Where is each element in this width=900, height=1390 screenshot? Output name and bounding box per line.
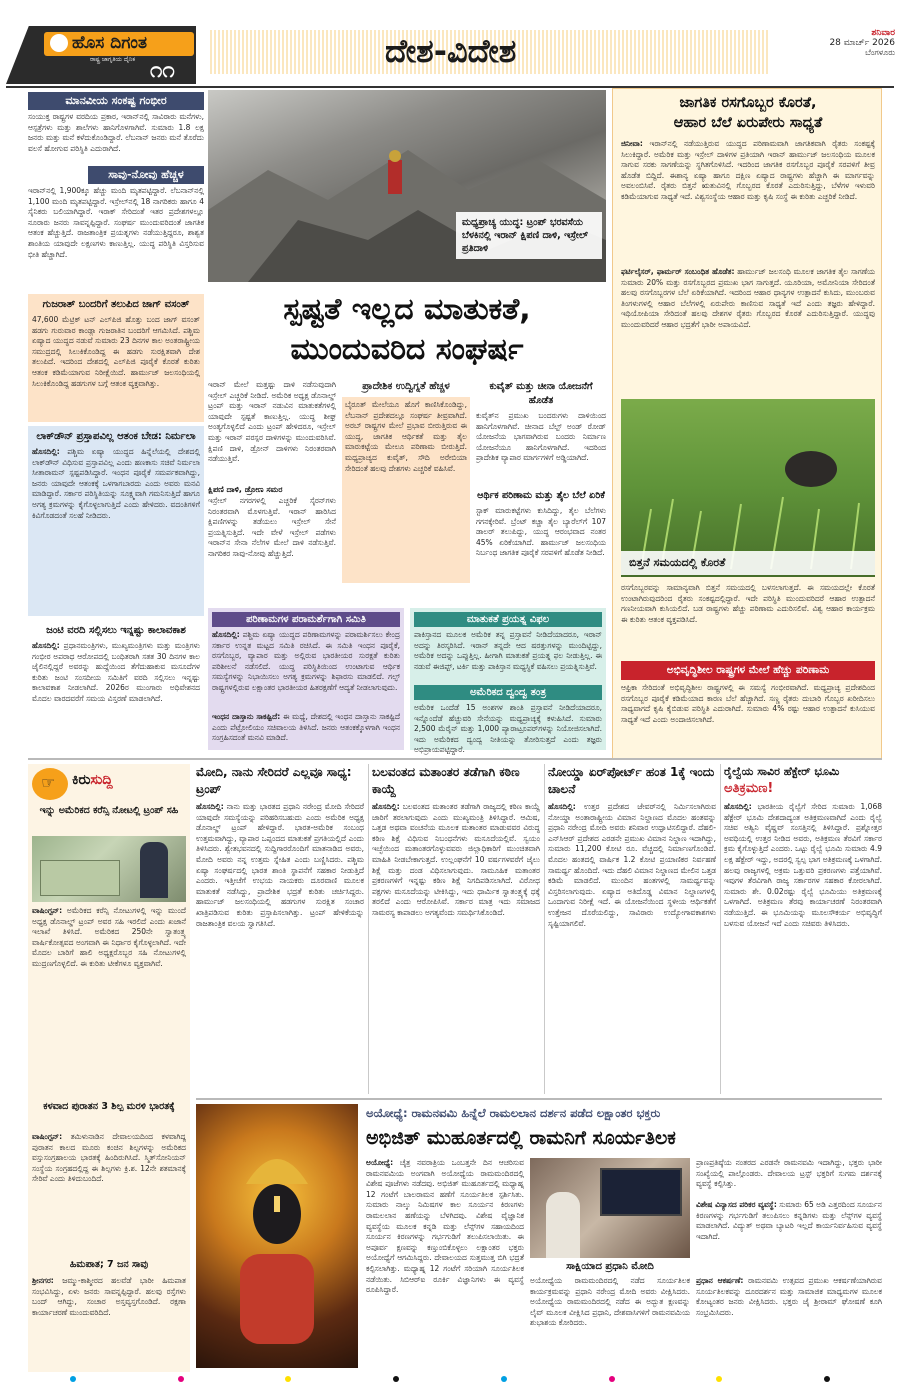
mid-divider [28, 758, 882, 760]
news3-dateline: ಶ್ರೀನಗರ: [32, 1276, 54, 1285]
us-strategy-body: ಅಮೆರಿಕ ಒಂದೆಡೆ 15 ಅಂಶಗಳ ಶಾಂತಿ ಪ್ರಸ್ತಾವನೆ ನೀಡಿದೆಯಾದರೂ, ಇನ್ನೊಂದೆಡೆ ಹೆಚ್ಚುವರಿ ಸೇನೆಯನ್ನು ಮಧ್ಯಪ್ರಾಚ್ಯಕ್ಕೆ ಕಳುಹಿಸಿದೆ. ಸುಮಾರು 2,500 ಮೆರೈನ್ ಮತ್ತು 1,000 ಪ್ಯಾರಾಟ್ರೂಪರ್‌ಗಳನ್ನು ನಿಯೋಜಿಸಲಾಗಿದೆ. ಇದು ಅಮೆರಿಕದ ದ್ವಂದ್ವ ನೀತಿಯನ್ನು ತೋರಿಸುತ್ತದೆ ಎಂದು ತಜ್ಞರು ಅಭಿಪ್ರಾಯಪಟ್ಟಿದ್ದಾರೆ. [414, 703, 602, 755]
trump-modi-story [196, 764, 364, 1096]
top-story-col3-head: ಕುವೈತ್ ಮತ್ತು ಚೀನಾ ಯೋಜನೆಗೆ ಹೊಡೆತ [489, 381, 593, 406]
s4-body-wrap [32, 447, 200, 597]
right-top-headline [621, 93, 875, 133]
currency-note [40, 860, 120, 896]
cmyk-dot [501, 1376, 507, 1382]
s5-dateline: ಹೊಸದಿಲ್ಲಿ: [32, 641, 60, 650]
right-top-dateline: ಜಿನೀವಾ: [621, 139, 643, 148]
railway-heading-1: ರೈಲ್ವೆಯ ಸಾವಿರ ಹೆಕ್ಟೇರ್ ಭೂಮಿ [724, 765, 840, 778]
news1-body: ಅಮೆರಿಕದ ಕರೆನ್ಸಿ ನೋಟುಗಳಲ್ಲಿ ಇನ್ನು ಮುಂದೆ ಅಧ್ಯಕ್ಷ ಡೊನಾಲ್ಡ್ ಟ್ರಂಪ್ ಅವರ ಸಹಿ ಇರಲಿದೆ ಎಂದು ಖಜಾನೆ ಇಲಾಖೆ ತಿಳಿಸಿದೆ. ಅಮೆರಿಕದ 250ನೇ ಸ್ವಾತಂತ್ರ್ಯ ವಾರ್ಷಿಕೋತ್ಸವದ ಅಂಗವಾಗಿ ಈ ನಿರ್ಧಾರ ಕೈಗೊಳ್ಳಲಾಗಿದೆ. ಇದೇ ಮೊದಲ ಬಾರಿಗೆ ಹಾಲಿ ಅಧ್ಯಕ್ಷರೊಬ್ಬರ ಸಹಿ ನೋಟುಗಳಲ್ಲಿ ಮುದ್ರಣಗೊಳ್ಳಲಿದೆ. ಈ ಕುರಿತು ಟೀಕೆಗಳೂ ವ್ಯಕ್ತವಾಗಿವೆ. [32, 906, 186, 968]
top-headline [208, 290, 606, 374]
ayodhya-col1-wrap [366, 1158, 524, 1368]
right-top-body2 [621, 267, 875, 393]
logo-icon [50, 34, 68, 52]
trump-modi-body-wrap [196, 802, 364, 1092]
top-headline-line-2: ಮುಂದುವರಿದ ಸಂಘರ್ಷ [290, 332, 524, 367]
committee-box [208, 608, 404, 750]
rice-field-photo [621, 399, 875, 577]
city: ಬೆಂಗಳೂರು [865, 48, 895, 57]
tilak-mark [274, 1196, 280, 1212]
rescuer-figure [388, 160, 402, 194]
s5-heading: ಜಂಟಿ ವರದಿ ಸಲ್ಲಿಸಲು ಇನ್ನಷ್ಟು ಕಾಲಾವಕಾಶ [46, 625, 186, 636]
kiru-suddi-title [72, 772, 113, 788]
idol-illustration [196, 1104, 358, 1368]
ayodhya-col3-sub2: ಪ್ರಧಾನ ಆಕರ್ಷಣೆ: [696, 1276, 744, 1285]
logo-text: ಹೊಸ ದಿಗಂತ [72, 33, 147, 53]
railway-body-wrap [724, 802, 882, 1078]
top-story-photo-caption: ಮಧ್ಯಪ್ರಾಚ್ಯ ಯುದ್ಧ: ಟ್ರಂಪ್ ಭರವಸೆಯ ಬೆಳಕಿನಲ್ಲಿ ಇರಾನ್ ಕ್ಷಿಪಣಿ ದಾಳಿ, ಇಸ್ರೇಲ್ ಪ್ರತಿದಾಳಿ [456, 212, 602, 259]
right-top-headline-2: ಆಹಾರ ಬೆಲೆ ಏರುಪೇರು ಸಾಧ್ಯತೆ [673, 115, 823, 131]
s5-body: ಪ್ರಧಾನಮಂತ್ರಿಗಳು, ಮುಖ್ಯಮಂತ್ರಿಗಳು ಮತ್ತು ಮಂತ್ರಿಗಳು ಗಂಭೀರ ಅಪರಾಧ ಆರೋಪದಲ್ಲಿ ಬಂಧಿತರಾಗಿ ಸತತ 30 ದಿನಗಳ ಕಾಲ ಜೈಲಿನಲ್ಲಿದ್ದರೆ ಅವರನ್ನು ಹುದ್ದೆಯಿಂದ ತೆಗೆದುಹಾಕುವ ಮಸೂದೆಗಳ ಕುರಿತು ಜಂಟಿ ಸಂಸದೀಯ ಸಮಿತಿಗೆ ವರದಿ ಸಲ್ಲಿಸಲು ಇನ್ನಷ್ಟು ಕಾಲಾವಕಾಶ ನೀಡಲಾಗಿದೆ. 2026ರ ಮುಂಗಾರು ಅಧಿವೇಶನದ ಮೊದಲ ವಾರದವರೆಗೆ ಸಮಯ ವಿಸ್ತರಣೆ ಮಾಡಲಾಗಿದೆ. [32, 641, 200, 703]
ayodhya-col3-body2-wrap [696, 1276, 882, 1366]
ayodhya-dateline: ಅಯೋಧ್ಯೆ: [366, 1158, 394, 1167]
railway-story [724, 764, 882, 1096]
talks-body: ಪಾಕಿಸ್ತಾನದ ಮೂಲಕ ಅಮೆರಿಕ ತನ್ನ ಪ್ರಸ್ತಾವನೆ ನೀಡಿದೆಯಾದರೂ, ಇರಾನ್ ಅದನ್ನು ತಿರಸ್ಕರಿಸಿದೆ. ಇರಾನ್ ತನ್ನದೇ ಆದ ಷರತ್ತುಗಳನ್ನು ಮುಂದಿಟ್ಟಿದ್ದು, ಅಮೆರಿಕ ಅದನ್ನು ಒಪ್ಪುತ್ತಿಲ್ಲ. ಹೀಗಾಗಿ ಮಾತುಕತೆ ಪ್ರಯತ್ನ ಫಲ ನೀಡುತ್ತಿಲ್ಲ. ಈ ನಡುವೆ ಈಜಿಪ್ಟ್, ಟರ್ಕಿ ಮತ್ತು ಪಾಕಿಸ್ತಾನ ಮಧ್ಯಸ್ಥಿಕೆ ವಹಿಸಲು ಪ್ರಯತ್ನಿಸುತ್ತಿವೆ. [414, 630, 602, 671]
section-banner [210, 30, 770, 74]
top-story-photo [208, 90, 606, 282]
s1-body: ಸಂಯುಕ್ತ ರಾಷ್ಟ್ರಗಳ ವರದಿಯ ಪ್ರಕಾರ, ಇರಾನ್‌ನಲ್ಲಿ ಸಾವಿರಾರು ಮನೆಗಳು, ಆಸ್ಪತ್ರೆಗಳು ಮತ್ತು ಶಾಲೆಗಳು ಹಾನಿಗೊಳಗಾಗಿವೆ. ಸುಮಾರು 1.8 ಲಕ್ಷ ಜನರು ಮತ್ತು ಮನೆ ಕಳೆದುಕೊಂಡಿದ್ದಾರೆ. ಲೆಬನಾನ್ ಜನರು ಮನೆ ತೊರೆದು ವಲಸೆ ಹೋಗುವ ಪರಿಸ್ಥಿತಿ ಎದುರಾಗಿದೆ. [28, 112, 204, 153]
committee-body: ಪಶ್ಚಿಮ ಏಷ್ಯಾ ಯುದ್ಧದ ಪರಿಣಾಮಗಳನ್ನು ಪರಾಮರ್ಶಿಸಲು ಕೇಂದ್ರ ಸರ್ಕಾರ ಉನ್ನತ ಮಟ್ಟದ ಸಮಿತಿ ರಚಿಸಿದೆ. ಈ ಸಮಿತಿ ಇಂಧನ ಪೂರೈಕೆ, ರಸಗೊಬ್ಬರ, ವ್ಯಾಪಾರ ಮತ್ತು ಅಲ್ಲಿರುವ ಭಾರತೀಯರ ಸುರಕ್ಷತೆ ಕುರಿತು ಪರಿಶೀಲನೆ ನಡೆಸಲಿದೆ. ಯುದ್ಧ ಪರಿಸ್ಥಿತಿಯಿಂದ ಉಂಟಾಗುವ ಆರ್ಥಿಕ ಸಮಸ್ಯೆಗಳನ್ನು ನಿಭಾಯಿಸಲು ಅಗತ್ಯ ಕ್ರಮಗಳನ್ನು ಶಿಫಾರಸು ಮಾಡಲಿದೆ. ಗಲ್ಫ್ ರಾಷ್ಟ್ರಗಳಲ್ಲಿರುವ ಲಕ್ಷಾಂತರ ಭಾರತೀಯರ ಹಿತರಕ್ಷಣೆಗೆ ಆದ್ಯತೆ ನೀಡಲಾಗುವುದು. [212, 630, 400, 692]
suddi-label: ಸುದ್ದಿ [90, 772, 113, 788]
s2-body: ಇರಾನ್‌ನಲ್ಲಿ 1,900ಕ್ಕೂ ಹೆಚ್ಚು ಮಂದಿ ಮೃತಪಟ್ಟಿದ್ದಾರೆ. ಲೆಬನಾನ್‌ನಲ್ಲಿ 1,100 ಮಂದಿ ಮೃತಪಟ್ಟಿದ್ದಾರೆ. ಇಸ್ರೇಲ್‌ನಲ್ಲಿ 18 ನಾಗರಿಕರು ಹಾಗೂ 4 ಸೈನಿಕರು ಬಲಿಯಾಗಿದ್ದಾರೆ. ಇರಾಕ್ ಸೇರಿದಂತೆ ಇತರ ಪ್ರದೇಶಗಳಲ್ಲೂ ನೂರಾರು ಜನರು ಸಾವನ್ನಪ್ಪಿದ್ದಾರೆ. ಸಂಘರ್ಷ ಮುಂದುವರಿದಂತೆ ಜಾಗತಿಕ ಆತಂಕ ಹೆಚ್ಚುತ್ತಿದೆ. ರಾಜತಾಂತ್ರಿಕ ಪ್ರಯತ್ನಗಳು ನಡೆಯುತ್ತಿದ್ದರೂ, ಶಾಶ್ವತ ಶಾಂತಿಯ ಯಾವುದೇ ಲಕ್ಷಣಗಳು ಕಾಣುತ್ತಿಲ್ಲ. ಯುದ್ಧ ಪರಿಸ್ಥಿತಿ ವಿಸ್ತರಿಸುವ ಭೀತಿ ಹೆಚ್ಚಾಗಿದೆ. [28, 186, 204, 259]
right-top-banner: ಅಭಿವೃದ್ಧಿಶೀಲ ರಾಷ್ಟ್ರಗಳ ಮೇಲೆ ಹೆಚ್ಚು ಪರಿಣಾಮ [621, 661, 875, 680]
currency-photo [32, 836, 186, 902]
trump-modi-heading: ಮೋದಿ, ನಾನು ಸೇರಿದರೆ ಎಲ್ಲವೂ ಸಾಧ್ಯ: ಟ್ರಂಪ್ [196, 765, 352, 796]
airport-body: ಉತ್ತರ ಪ್ರದೇಶದ ಜೇವರ್‌ನಲ್ಲಿ ನಿರ್ಮಿಸಲಾಗಿರುವ ನೋಯ್ಡಾ ಅಂತಾರಾಷ್ಟ್ರೀಯ ವಿಮಾನ ನಿಲ್ದಾಣದ ಮೊದಲ ಹಂತವನ್ನು ಪ್ರಧಾನಿ ನರೇಂದ್ರ ಮೋದಿ ಅವರು ಶನಿವಾರ ಉದ್ಘಾಟಿಸಲಿದ್ದಾರೆ. ದೆಹಲಿ-ಎನ್‌ಸಿಆರ್ ಪ್ರದೇಶದ ಎರಡನೇ ಪ್ರಮುಖ ವಿಮಾನ ನಿಲ್ದಾಣ ಇದಾಗಿದ್ದು, ಸುಮಾರು 11,200 ಕೋಟಿ ರೂ. ವೆಚ್ಚದಲ್ಲಿ ನಿರ್ಮಾಣಗೊಂಡಿದೆ. ಮೊದಲ ಹಂತದಲ್ಲಿ ವಾರ್ಷಿಕ 1.2 ಕೋಟಿ ಪ್ರಯಾಣಿಕರ ನಿರ್ವಹಣೆ ಸಾಮರ್ಥ್ಯ ಹೊಂದಿದೆ. ಇದು ದೆಹಲಿ ವಿಮಾನ ನಿಲ್ದಾಣದ ಮೇಲಿನ ಒತ್ತಡ ಕಡಿಮೆ ಮಾಡಲಿದೆ. ಮುಂದಿನ ಹಂತಗಳಲ್ಲಿ ಸಾಮರ್ಥ್ಯವನ್ನು ವಿಸ್ತರಿಸಲಾಗುವುದು. ಏಷ್ಯಾದ ಅತಿದೊಡ್ಡ ವಿಮಾನ ನಿಲ್ದಾಣಗಳಲ್ಲಿ ಒಂದಾಗುವ ನಿರೀಕ್ಷೆ ಇದೆ. ಈ ಯೋಜನೆಯಿಂದ ಸ್ಥಳೀಯ ಆರ್ಥಿಕತೆಗೆ ಉತ್ತೇಜನ ದೊರೆಯಲಿದ್ದು, ಸಾವಿರಾರು ಉದ್ಯೋಗಾವಕಾಶಗಳು ಸೃಷ್ಟಿಯಾಗಲಿವೆ. [548, 802, 716, 928]
conversion-heading: ಬಲವಂತದ ಮತಾಂತರ ತಡೆಗಾಗಿ ಕಠಿಣ ಕಾಯ್ದೆ [372, 765, 520, 796]
airport-dateline: ಹೊಸದಿಲ್ಲಿ: [548, 802, 576, 811]
news3-body-wrap [32, 1276, 186, 1368]
top-story-col3-sub: ಆರ್ಥಿಕ ಪರಿಣಾಮ ಮತ್ತು ತೈಲ ಬೆಲೆ ಏರಿಕೆ [477, 490, 605, 501]
top-story-col-1 [208, 380, 336, 602]
modi-photo [530, 1158, 690, 1258]
modi-photo-caption: ಸಾಕ್ಷಿಯಾದ ಪ್ರಧಾನಿ ಮೋದಿ [566, 1261, 654, 1272]
news3-body: ಜಮ್ಮು-ಕಾಶ್ಮೀರದ ಹಲವೆಡೆ ಭಾರೀ ಹಿಮಪಾತ ಸಂಭವಿಸಿದ್ದು, ಏಳು ಜನರು ಸಾವನ್ನಪ್ಪಿದ್ದಾರೆ. ಹಲವು ರಸ್ತೆಗಳು ಬಂದ್ ಆಗಿದ್ದು, ಸಂಚಾರ ಅಸ್ತವ್ಯಸ್ತಗೊಂಡಿದೆ. ರಕ್ಷಣಾ ಕಾರ್ಯಾಚರಣೆ ಮುಂದುವರಿದಿದೆ. [32, 1276, 186, 1317]
cmyk-dot [178, 1376, 184, 1382]
cmyk-dot [824, 1376, 830, 1382]
col-divider [544, 764, 545, 1094]
conversion-story [372, 764, 540, 1096]
news1-body-wrap [32, 906, 186, 1096]
trump-modi-body: ನಾನು ಮತ್ತು ಭಾರತದ ಪ್ರಧಾನಿ ನರೇಂದ್ರ ಮೋದಿ ಸೇರಿದರೆ ಯಾವುದೇ ಸಮಸ್ಯೆಯನ್ನು ಪರಿಹರಿಸಬಹುದು ಎಂದು ಅಮೆರಿಕ ಅಧ್ಯಕ್ಷ ಡೊನಾಲ್ಡ್ ಟ್ರಂಪ್ ಹೇಳಿದ್ದಾರೆ. ಭಾರತ-ಅಮೆರಿಕ ಸಂಬಂಧ ಉತ್ತಮವಾಗಿದ್ದು, ವ್ಯಾಪಾರ ಒಪ್ಪಂದದ ಮಾತುಕತೆ ಪ್ರಗತಿಯಲ್ಲಿದೆ ಎಂದು ತಿಳಿಸಿದರು. ಶ್ವೇತಭವನದಲ್ಲಿ ಸುದ್ದಿಗಾರರೊಂದಿಗೆ ಮಾತನಾಡಿದ ಅವರು, ಮೋದಿ ಅವರು ನನ್ನ ಉತ್ತಮ ಸ್ನೇಹಿತ ಎಂದು ಬಣ್ಣಿಸಿದರು. ಪಶ್ಚಿಮ ಏಷ್ಯಾ ಸಂಘರ್ಷದಲ್ಲಿ ಭಾರತ ಶಾಂತಿ ಸ್ಥಾಪನೆಗೆ ಸಹಕಾರ ನೀಡುತ್ತಿದೆ ಎಂದರು. ಇತ್ತೀಚೆಗೆ ಉಭಯ ನಾಯಕರು ದೂರವಾಣಿ ಮೂಲಕ ಮಾತುಕತೆ ನಡೆಸಿದ್ದು, ಪ್ರಾದೇಶಿಕ ಭದ್ರತೆ ಕುರಿತು ಚರ್ಚಿಸಿದ್ದರು. ಹಾರ್ಮುಜ್ ಜಲಸಂಧಿಯಲ್ಲಿ ಹಡಗುಗಳ ಸುರಕ್ಷಿತ ಸಂಚಾರ ಖಾತ್ರಿಪಡಿಸುವ ಕುರಿತು ಪ್ರಸ್ತಾಪಿಸಲಾಗಿತ್ತು. ಟ್ರಂಪ್ ಹೇಳಿಕೆಯನ್ನು ರಾಜತಾಂತ್ರಿಕ ವಲಯ ಸ್ವಾಗತಿಸಿದೆ. [196, 802, 364, 928]
cmyk-dot [70, 1376, 76, 1382]
conversion-body-wrap [372, 802, 540, 1092]
right-top-body3: ರಸಗೊಬ್ಬರವನ್ನು ಸಾಮಾನ್ಯವಾಗಿ ಬಿತ್ತನೆ ಸಮಯದಲ್ಲಿ ಬಳಸಲಾಗುತ್ತದೆ. ಈ ಸಮಯದಲ್ಲೇ ಕೊರತೆ ಉಂಟಾಗಿರುವುದರಿಂದ ರೈತರು ಸಂಕಷ್ಟದಲ್ಲಿದ್ದಾರೆ. ಇದೇ ಪರಿಸ್ಥಿತಿ ಮುಂದುವರಿದರೆ ಆಹಾರ ಉತ್ಪಾದನೆ ಗಣನೀಯವಾಗಿ ಕುಸಿಯಲಿದೆ. ಬಡ ರಾಷ್ಟ್ರಗಳು ಹೆಚ್ಚು ಪರಿಣಾಮ ಎದುರಿಸಲಿವೆ. ವಿಶ್ವ ಆಹಾರ ಕಾರ್ಯಕ್ರಮ ಈ ಕುರಿತು ಆತಂಕ ವ್ಯಕ್ತಪಡಿಸಿದೆ. [621, 583, 875, 624]
conversion-body: ಬಲವಂತದ ಮತಾಂತರ ತಡೆಗಾಗಿ ರಾಜ್ಯದಲ್ಲಿ ಕಠಿಣ ಕಾಯ್ದೆ ಜಾರಿಗೆ ತರಲಾಗುವುದು ಎಂದು ಮುಖ್ಯಮಂತ್ರಿ ತಿಳಿಸಿದ್ದಾರೆ. ಆಮಿಷ, ಒತ್ತಡ ಅಥವಾ ವಂಚನೆಯ ಮೂಲಕ ಮತಾಂತರ ಮಾಡುವವರ ವಿರುದ್ಧ ಕಠಿಣ ಶಿಕ್ಷೆ ವಿಧಿಸುವ ನಿಬಂಧನೆಗಳು ಮಸೂದೆಯಲ್ಲಿವೆ. ಸ್ವಯಂ ಇಚ್ಛೆಯಿಂದ ಮತಾಂತರಗೊಳ್ಳುವವರು ಜಿಲ್ಲಾಧಿಕಾರಿಗೆ ಮುಂಚಿತವಾಗಿ ಮಾಹಿತಿ ನೀಡಬೇಕಾಗುತ್ತದೆ. ಉಲ್ಲಂಘನೆಗೆ 10 ವರ್ಷಗಳವರೆಗೆ ಜೈಲು ಶಿಕ್ಷೆ ಮತ್ತು ದಂಡ ವಿಧಿಸಲಾಗುವುದು. ಸಾಮೂಹಿಕ ಮತಾಂತರ ಪ್ರಕರಣಗಳಿಗೆ ಇನ್ನಷ್ಟು ಕಠಿಣ ಶಿಕ್ಷೆ ನಿಗದಿಪಡಿಸಲಾಗಿದೆ. ವಿರೋಧ ಪಕ್ಷಗಳು ಮಸೂದೆಯನ್ನು ಟೀಕಿಸಿದ್ದು, ಇದು ಧಾರ್ಮಿಕ ಸ್ವಾತಂತ್ರ್ಯಕ್ಕೆ ಧಕ್ಕೆ ತರಲಿದೆ ಎಂದು ಆರೋಪಿಸಿವೆ. ಸರ್ಕಾರ ಮಾತ್ರ ಇದು ಸಮಾಜದ ಸಾಮರಸ್ಯ ಕಾಪಾಡಲು ಅಗತ್ಯವೆಂದು ಸಮರ್ಥಿಸಿಕೊಂಡಿದೆ. [372, 802, 540, 917]
garland-shape [240, 1254, 314, 1344]
col-divider [720, 764, 721, 1094]
committee-dateline: ಹೊಸದಿಲ್ಲಿ: [212, 630, 240, 639]
farmer-figure [785, 451, 837, 487]
right-top-headline-1: ಜಾಗತಿಕ ರಸಗೊಬ್ಬರ ಕೊರತೆ, [679, 95, 817, 111]
s5-box [28, 620, 204, 750]
s5-body-wrap [32, 641, 200, 737]
airport-heading: ನೋಯ್ಡಾ ಏರ್‌ಪೋರ್ಟ್ ಹಂತ 1ಕ್ಕೆ ಇಂದು ಚಾಲನೆ [548, 765, 715, 796]
ayodhya-col3-body-wrap [696, 1200, 882, 1276]
hand-icon: ☞ [41, 773, 56, 792]
conversion-dateline: ಹೊಸದಿಲ್ಲಿ: [372, 802, 400, 811]
left-column [28, 92, 204, 750]
news2-heading: ಕಳವಾದ ಪುರಾತನ 3 ಶಿಲ್ಪ ಮರಳಿ ಭಾರತಕ್ಕೆ [43, 1101, 175, 1112]
top-story-col1-body: ಇರಾನ್ ಮೇಲೆ ಮತ್ತಷ್ಟು ದಾಳಿ ನಡೆಸುವುದಾಗಿ ಇಸ್ರೇಲ್ ಎಚ್ಚರಿಕೆ ನೀಡಿದೆ. ಅಮೆರಿಕ ಅಧ್ಯಕ್ಷ ಡೊನಾಲ್ಡ್ ಟ್ರಂಪ್ ಮತ್ತು ಇರಾನ್ ನಡುವಿನ ಮಾತುಕತೆಗಳಲ್ಲಿ ಯಾವುದೇ ಸ್ಪಷ್ಟತೆ ಕಾಣುತ್ತಿಲ್ಲ. ಯುದ್ಧ ಶೀಘ್ರ ಅಂತ್ಯಗೊಳ್ಳಲಿದೆ ಎಂದು ಟ್ರಂಪ್ ಹೇಳಿದರೂ, ಇಸ್ರೇಲ್ ಮತ್ತು ಇರಾನ್ ಪರಸ್ಪರ ದಾಳಿಗಳನ್ನು ಮುಂದುವರಿಸಿವೆ. ಕ್ಷಿಪಣಿ ದಾಳಿ, ಡ್ರೋನ್ ದಾಳಿಗಳು ನಿರಂತರವಾಗಿ ನಡೆಯುತ್ತಿವೆ. [208, 380, 336, 464]
modi-figure [546, 1192, 580, 1258]
rescuer-helmet [389, 150, 401, 162]
airport-body-wrap [548, 802, 716, 1092]
top-story-col1-sub: ಕ್ಷಿಪಣಿ ದಾಳಿ, ಡ್ರೋಣ ಸಮರ [208, 485, 283, 494]
news1-dateline: ವಾಷಿಂಗ್ಟನ್: [32, 906, 63, 915]
trump-modi-dateline: ಹೊಸದಿಲ್ಲಿ: [196, 802, 224, 811]
right-top-body [621, 139, 875, 265]
s3-body: 47,600 ಮೆಟ್ರಿಕ್ ಟನ್ ಎಲ್‌ಪಿಜಿ ಹೊತ್ತು ಬಂದ ಜಾಗ್ ವಸಂತ್ ಹಡಗು ಗುರುವಾರ ಕಾಂಡ್ಲಾ ಗುಜರಾತಿನ ಬಂದರಿಗೆ ಆಗಮಿಸಿದೆ. ಪಶ್ಚಿಮ ಏಷ್ಯಾದ ಯುದ್ಧದ ನಡುವೆ ಸುಮಾರು 23 ದಿನಗಳ ಕಾಲ ಅಂತರಾಷ್ಟ್ರೀಯ ಸಮುದ್ರದಲ್ಲಿ ಸಿಲುಕಿಕೊಂಡಿದ್ದ ಈ ಹಡಗು ಸುರಕ್ಷಿತವಾಗಿ ದೇಶ ತಲುಪಿದೆ. ಇದರಿಂದ ದೇಶದಲ್ಲಿ ಎಲ್‌ಪಿಜಿ ಪೂರೈಕೆ ಕೊರತೆ ಕುರಿತು ಆತಂಕ ಕಡಿಮೆಯಾಗುವ ನಿರೀಕ್ಷೆಯಿದೆ. ಹಾರ್ಮುಜ್ ಜಲಸಂಧಿಯಲ್ಲಿ ಸಿಲುಕಿಕೊಂಡಿದ್ದ ಹಡಗುಗಳ ಬಗ್ಗೆ ಆತಂಕ ವ್ಯಕ್ತವಾಗಿತ್ತು. [32, 315, 200, 388]
airport-story [548, 764, 716, 1096]
day: ಶನಿವಾರ [871, 28, 895, 38]
s3-box [28, 294, 204, 422]
s4-heading: ಲಾಕ್‌ಡೌನ್ ಪ್ರಸ್ತಾಪವಿಲ್ಲ ಆತಂಕ ಬೇಡ: ನಿರ್ಮಲಾ [36, 431, 196, 442]
crown-shape [246, 1159, 308, 1184]
top-story-col3-body2: ಸ್ಟಾಕ್ ಮಾರುಕಟ್ಟೆಗಳು ಕುಸಿದಿದ್ದು, ತೈಲ ಬೆಲೆಗಳು ಗಗನಕ್ಕೇರಿವೆ. ಬ್ರೆಂಟ್ ಕಚ್ಚಾ ತೈಲ ಬ್ಯಾರೆಲ್‌ಗೆ 107 ಡಾಲರ್ ತಲುಪಿದ್ದು, ಯುದ್ಧ ಆರಂಭವಾದ ನಂತರ 45% ಏರಿಕೆಯಾಗಿದೆ. ಹಾರ್ಮುಜ್ ಜಲಸಂಧಿಯ ನಿರ್ಬಂಧ ಜಾಗತಿಕ ಪೂರೈಕೆ ಸರಪಳಿಗೆ ಹೊಡೆತ ನೀಡಿದೆ. [476, 506, 606, 558]
ayodhya-col3-body: ಸುಮಾರು 65 ಅಡಿ ಎತ್ತರದಿಂದ ಸೂರ್ಯನ ಕಿರಣಗಳನ್ನು ಗರ್ಭಗುಡಿಗೆ ತಲುಪಿಸಲು ಕನ್ನಡಿಗಳು ಮತ್ತು ಲೆನ್ಸ್‌ಗಳ ವ್ಯವಸ್ಥೆ ಮಾಡಲಾಗಿದೆ. ವಿದ್ಯುತ್ ಅಥವಾ ಬ್ಯಾಟರಿ ಇಲ್ಲದೆ ಕಾರ್ಯನಿರ್ವಹಿಸುವ ವ್ಯವಸ್ಥೆ ಇದಾಗಿದೆ. [696, 1200, 882, 1241]
news3-heading: ಹಿಮಪಾತ; 7 ಜನ ಸಾವು [69, 1259, 149, 1270]
committee-heading: ಪರಿಣಾಮಗಳ ಪರಾಮರ್ಶೆಗಾಗಿ ಸಮಿತಿ [212, 612, 400, 627]
ayodhya-col1: ಚೈತ್ರ ನವರಾತ್ರಿಯ ಒಂಬತ್ತನೇ ದಿನ ಆಚರಿಸುವ ರಾಮನವಮಿಯ ಅಂಗವಾಗಿ ಅಯೋಧ್ಯೆಯ ರಾಮಮಂದಿರದಲ್ಲಿ ವಿಶೇಷ ಪೂಜೆಗಳು ನಡೆದವು. ಅಭಿಜಿತ್ ಮುಹೂರ್ತದಲ್ಲಿ ಮಧ್ಯಾಹ್ನ 12 ಗಂಟೆಗೆ ಬಾಲರಾಮನ ಹಣೆಗೆ ಸೂರ್ಯತಿಲಕ ಸ್ಪರ್ಶಿಸಿತು. ಸುಮಾರು ನಾಲ್ಕು ನಿಮಿಷಗಳ ಕಾಲ ಸೂರ್ಯನ ಕಿರಣಗಳು ರಾಮಲಲಾನ ಹಣೆಯನ್ನು ಬೆಳಗಿದವು. ವಿಶೇಷ ವೈಜ್ಞಾನಿಕ ವ್ಯವಸ್ಥೆಯ ಮೂಲಕ ಕನ್ನಡಿ ಮತ್ತು ಲೆನ್ಸ್‌ಗಳ ಸಹಾಯದಿಂದ ಸೂರ್ಯನ ಕಿರಣಗಳನ್ನು ಗರ್ಭಗುಡಿಗೆ ತಲುಪಿಸಲಾಯಿತು. ಈ ಅಪೂರ್ವ ಕ್ಷಣವನ್ನು ಕಣ್ತುಂಬಿಕೊಳ್ಳಲು ಲಕ್ಷಾಂತರ ಭಕ್ತರು ಅಯೋಧ್ಯೆಗೆ ಆಗಮಿಸಿದ್ದರು. ದೇವಾಲಯದ ಸುತ್ತಮುತ್ತ ಬಿಗಿ ಭದ್ರತೆ ಕಲ್ಪಿಸಲಾಗಿತ್ತು. ಮಧ್ಯಾಹ್ನ 12 ಗಂಟೆಗೆ ಸರಿಯಾಗಿ ಸೂರ್ಯತಿಲಕ ನಡೆಯಿತು. ಸಿಬಿಆರ್‌ಐ ರೂರ್ಕಿ ವಿಜ್ಞಾನಿಗಳು ಈ ವ್ಯವಸ್ಥೆ ರೂಪಿಸಿದ್ದಾರೆ. [366, 1158, 524, 1295]
kiru-suddi-column [28, 764, 190, 1372]
ayodhya-divider [196, 1098, 882, 1100]
railway-heading-2: ಅತಿಕ್ರಮಣ! [724, 781, 774, 796]
page-number: ೧೧ [150, 58, 175, 83]
cmyk-dot [285, 1376, 291, 1382]
ayodhya-col3-intro: ಪ್ರಾಣಪ್ರತಿಷ್ಠೆಯ ನಂತರದ ಎರಡನೇ ರಾಮನವಮಿ ಇದಾಗಿದ್ದು, ಭಕ್ತರು ಭಾರೀ ಸಂಖ್ಯೆಯಲ್ಲಿ ಪಾಲ್ಗೊಂಡರು. ದೇವಾಲಯ ಟ್ರಸ್ಟ್ ಭಕ್ತರಿಗೆ ಸುಗಮ ದರ್ಶನಕ್ಕೆ ವ್ಯವಸ್ಥೆ ಕಲ್ಪಿಸಿತ್ತು. [696, 1158, 882, 1189]
tv-screen [600, 1168, 682, 1216]
news2-body: ತಮಿಳುನಾಡಿನ ದೇವಾಲಯದಿಂದ ಕಳವಾಗಿದ್ದ ಪುರಾತನ ಕಾಲದ ಮೂರು ಕಂಚಿನ ಶಿಲ್ಪಗಳನ್ನು ಅಮೆರಿಕದ ವಸ್ತುಸಂಗ್ರಹಾಲಯ ಭಾರತಕ್ಕೆ ಹಿಂದಿರುಗಿಸಿದೆ. ಸ್ಮಿತ್‌ಸೋನಿಯನ್ ಸಂಸ್ಥೆಯ ಸಂಗ್ರಹದಲ್ಲಿದ್ದ ಈ ಶಿಲ್ಪಗಳು ಕ್ರಿ.ಶ. 12ನೇ ಶತಮಾನಕ್ಕೆ ಸೇರಿವೆ ಎಂದು ತಿಳಿದುಬಂದಿದೆ. [32, 1132, 186, 1184]
date: 28 ಮಾರ್ಚ್ 2026 [829, 38, 895, 48]
ramlalla-photo [196, 1104, 358, 1368]
right-top-sub: ಫರ್ಟಿಲೈಸರ್, ಫಾರ್ಮರ್ ಸಂಬಂಧಿತ ಹೊಡೆತ: [621, 267, 735, 276]
railway-dateline: ಹೊಸದಿಲ್ಲಿ: [724, 802, 752, 811]
ayodhya-col3 [696, 1158, 882, 1370]
top-story-col1-body2: ಇಸ್ರೇಲ್ ನಗರಗಳಲ್ಲಿ ಎಚ್ಚರಿಕೆ ಸೈರನ್‌ಗಳು ನಿರಂತರವಾಗಿ ಮೊಳಗುತ್ತಿವೆ. ಇರಾನ್ ಹಾರಿಸಿದ ಕ್ಷಿಪಣಿಗಳನ್ನು ತಡೆಯಲು ಇಸ್ರೇಲ್ ಸೇನೆ ಪ್ರಯತ್ನಿಸುತ್ತಿದೆ. ಇದೇ ವೇಳೆ ಇಸ್ರೇಲ್ ಪಡೆಗಳು ಇರಾನ್‌ನ ಸೇನಾ ನೆಲೆಗಳ ಮೇಲೆ ದಾಳಿ ನಡೆಸುತ್ತಿವೆ. ನಾಗರಿಕರ ಸಾವು-ನೋವು ಹೆಚ್ಚುತ್ತಿದೆ. [208, 496, 336, 558]
ayodhya-kicker: ಅಯೋಧ್ಯೆ: ರಾಮನವಮಿ ಹಿನ್ನೆಲೆ ರಾಮಲಲಾನ ದರ್ಶನ ಪಡೆದ ಲಕ್ಷಾಂತರ ಭಕ್ತರು [366, 1106, 661, 1120]
ayodhya-col2: ಅಯೋಧ್ಯೆಯ ರಾಮಮಂದಿರದಲ್ಲಿ ನಡೆದ ಸೂರ್ಯತಿಲಕ ಕಾರ್ಯಕ್ರಮವನ್ನು ಪ್ರಧಾನಿ ನರೇಂದ್ರ ಮೋದಿ ಅವರು ವೀಕ್ಷಿಸಿದರು. ಅಯೋಧ್ಯೆಯ ರಾಮಮಂದಿರದಲ್ಲಿ ನಡೆದ ಈ ಅದ್ಭುತ ಕ್ಷಣವನ್ನು ಲೈವ್ ಮೂಲಕ ವೀಕ್ಷಿಸಿದ ಪ್ರಧಾನಿ, ದೇಶವಾಸಿಗಳಿಗೆ ರಾಮನವಮಿಯ ಶುಭಾಶಯ ಕೋರಿದರು. [530, 1276, 690, 1328]
right-top-story [612, 88, 882, 760]
committee-sub: ಇಂಧನ ದಾಸ್ತಾನು ಸಾಕಷ್ಟಿದೆ: [212, 712, 281, 721]
news1-heading: ಇನ್ನು ಅಮೆರಿಕದ ಕರೆನ್ಸಿ ನೋಟಲ್ಲಿ ಟ್ರಂಪ್ ಸಹಿ [39, 805, 179, 816]
date-block [780, 28, 895, 76]
top-story-col2-body: ಬೈರೂತ್ ಮೇಲೆಯೂ ಹೊಗೆ ಕಾಣಿಸಿಕೊಂಡಿದ್ದು, ಲೆಬನಾನ್ ಪ್ರದೇಶದಲ್ಲೂ ಸಂಘರ್ಷ ತೀವ್ರವಾಗಿದೆ. ಅರಬ್ ರಾಷ್ಟ್ರಗಳ ಮೇಲೆ ಪ್ರಭಾವ ಬೀರುತ್ತಿರುವ ಈ ಯುದ್ಧ, ಜಾಗತಿಕ ಆರ್ಥಿಕತೆ ಮತ್ತು ತೈಲ ಮಾರುಕಟ್ಟೆಯ ಮೇಲೂ ಪರಿಣಾಮ ಬೀರುತ್ತಿದೆ. ಮಧ್ಯಪ್ರಾಚ್ಯದ ಕುವೈತ್, ಸೌದಿ ಅರೇಬಿಯಾ ಸೇರಿದಂತೆ ಹಲವು ದೇಶಗಳು ಎಚ್ಚರಿಕೆ ವಹಿಸಿವೆ. [342, 397, 470, 583]
top-story-col3-body: ಕುವೈತ್‌ನ ಪ್ರಮುಖ ಬಂದರುಗಳು ದಾಳಿಯಿಂದ ಹಾನಿಗೊಳಗಾಗಿವೆ. ಚೀನಾದ ಬೆಲ್ಟ್ ಅಂಡ್ ರೋಡ್ ಯೋಜನೆಯ ಭಾಗವಾಗಿರುವ ಬಂದರು ನಿರ್ಮಾಣ ಯೋಜನೆಯೂ ಹಾನಿಗೊಳಗಾಗಿದೆ. ಇದರಿಂದ ಪ್ರಾದೇಶಿಕ ವ್ಯಾಪಾರ ಮಾರ್ಗಗಳಿಗೆ ಅಡ್ಡಿಯಾಗಿದೆ. [476, 411, 606, 463]
kiru-label: ಕಿರು [72, 772, 91, 788]
cmyk-dot [716, 1376, 722, 1382]
s4-body: ಪಶ್ಚಿಮ ಏಷ್ಯಾ ಯುದ್ಧದ ಹಿನ್ನೆಲೆಯಲ್ಲಿ ದೇಶದಲ್ಲಿ ಲಾಕ್‌ಡೌನ್ ವಿಧಿಸುವ ಪ್ರಸ್ತಾಪವಿಲ್ಲ ಎಂದು ಹಣಕಾಸು ಸಚಿವೆ ನಿರ್ಮಲಾ ಸೀತಾರಾಮನ್ ಸ್ಪಷ್ಟಪಡಿಸಿದ್ದಾರೆ. ಇಂಧನ ಪೂರೈಕೆ ಸಮರ್ಪಕವಾಗಿದ್ದು, ಜನರು ಯಾವುದೇ ಆತಂಕಕ್ಕೆ ಒಳಗಾಗಬಾರದು ಎಂದು ಅವರು ಮನವಿ ಮಾಡಿದ್ದಾರೆ. ಸರ್ಕಾರ ಪರಿಸ್ಥಿತಿಯನ್ನು ಸೂಕ್ಷ್ಮವಾಗಿ ಗಮನಿಸುತ್ತಿದೆ ಹಾಗೂ ಅಗತ್ಯ ಕ್ರಮಗಳನ್ನು ಕೈಗೊಳ್ಳಲಾಗುತ್ತಿದೆ ಎಂದು ಹೇಳಿದರು. ವದಂತಿಗಳಿಗೆ ಕಿವಿಗೊಡದಂತೆ ಸಲಹೆ ನೀಡಿದರು. [32, 447, 200, 520]
talks-box [410, 608, 606, 755]
s3-heading: ಗುಜರಾತ್ ಬಂದರಿಗೆ ತಲುಪಿದ ಜಾಗ್ ವಸಂತ್ [42, 299, 190, 310]
logo-tagline: ರಾಷ್ಟ್ರ ಜಾಗೃತಿಯ ದೈನಿಕ [90, 56, 136, 63]
col-divider [368, 764, 369, 1094]
section-title: ದೇಶ-ವಿದೇಶ [385, 32, 517, 70]
committee-body2-wrap [212, 712, 400, 746]
cmyk-dot [609, 1376, 615, 1382]
us-strategy-heading: ಅಮೆರಿಕದ ದ್ವಂದ್ವ ತಂತ್ರ [414, 685, 602, 700]
committee-body-wrap [212, 630, 400, 712]
person-figure [140, 842, 168, 898]
cmyk-dot [393, 1376, 399, 1382]
s1-heading: ಮಾನವೀಯ ಸಂಕಷ್ಟ ಗಂಭೀರ [28, 92, 204, 110]
rice-photo-caption: ಬಿತ್ತನೆ ಸಮಯದಲ್ಲಿ ಕೊರತೆ [621, 551, 875, 575]
ayodhya-col3-sub: ವಿಶೇಷ ವಿನ್ಯಾಸದ ಪರಿಕರ ವ್ಯವಸ್ಥೆ: [696, 1200, 777, 1209]
top-story-col-2 [342, 380, 470, 602]
right-top-body-text: ಇರಾನ್‌ನಲ್ಲಿ ನಡೆಯುತ್ತಿರುವ ಯುದ್ಧದ ಪರಿಣಾಮವಾಗಿ ಜಾಗತಿಕವಾಗಿ ರೈತರು ಸಂಕಷ್ಟಕ್ಕೆ ಸಿಲುಕಿದ್ದಾರೆ. ಅಮೆರಿಕ ಮತ್ತು ಇಸ್ರೇಲ್ ದಾಳಿಗಳ ಪ್ರತಿಯಾಗಿ ಇರಾನ್ ಹಾರ್ಮುಜ್ ಜಲಸಂಧಿಯ ಮೂಲಕ ಸಾಗುವ ಸರಕು ಸಾಗಣೆಯನ್ನು ಸ್ಥಗಿತಗೊಳಿಸಿದೆ. ಇದರಿಂದ ಜಾಗತಿಕ ರಸಗೊಬ್ಬರ ಪೂರೈಕೆ ಸರಪಳಿಗೆ ತೀವ್ರ ಹೊಡೆತ ಬಿದ್ದಿದೆ. ಈಶಾನ್ಯ ಏಷ್ಯಾ ಹಾಗೂ ದಕ್ಷಿಣ ಏಷ್ಯಾದ ರಾಷ್ಟ್ರಗಳು ಹೆಚ್ಚಾಗಿ ಈ ಮಾರ್ಗವನ್ನು ಅವಲಂಬಿಸಿವೆ. ರೈತರು ಬಿತ್ತನೆ ಋತುವಿನಲ್ಲಿ ಗೊಬ್ಬರದ ಕೊರತೆ ಎದುರಿಸುತ್ತಿದ್ದು, ಬೆಳೆಗಳ ಇಳುವರಿ ಕಡಿಮೆಯಾಗುವ ಸಾಧ್ಯತೆ ಇದೆ. ವಿಶ್ವಸಂಸ್ಥೆಯ ಆಹಾರ ಮತ್ತು ಕೃಷಿ ಸಂಸ್ಥೆ ಈ ಕುರಿತು ಎಚ್ಚರಿಕೆ ನೀಡಿದೆ. [621, 139, 875, 201]
talks-heading: ಮಾತುಕತೆ ಪ್ರಯತ್ನ ವಿಫಲ [414, 612, 602, 627]
top-story-col2-head: ಪ್ರಾದೇಶಿಕ ಉದ್ವಿಗ್ನತೆ ಹೆಚ್ಚಳ [362, 381, 450, 392]
registration-marks [70, 1376, 830, 1384]
s2-heading: ಸಾವು-ನೋವು ಹೆಚ್ಚಳ [88, 166, 204, 184]
railway-body: ಭಾರತೀಯ ರೈಲ್ವೆಗೆ ಸೇರಿದ ಸುಮಾರು 1,068 ಹೆಕ್ಟೇರ್ ಭೂಮಿ ದೇಶದಾದ್ಯಂತ ಅತಿಕ್ರಮಣವಾಗಿದೆ ಎಂದು ರೈಲ್ವೆ ಸಚಿವ ಅಶ್ವಿನಿ ವೈಷ್ಣವ್ ಸಂಸತ್ತಿನಲ್ಲಿ ತಿಳಿಸಿದ್ದಾರೆ. ಪ್ರಶ್ನೋತ್ತರ ಅವಧಿಯಲ್ಲಿ ಉತ್ತರ ನೀಡಿದ ಅವರು, ಅತಿಕ್ರಮಣ ತೆರವಿಗೆ ಸರ್ಕಾರ ಕ್ರಮ ಕೈಗೊಳ್ಳುತ್ತಿದೆ ಎಂದರು. ಒಟ್ಟು ರೈಲ್ವೆ ಭೂಮಿ ಸುಮಾರು 4.9 ಲಕ್ಷ ಹೆಕ್ಟೇರ್ ಇದ್ದು, ಅದರಲ್ಲಿ ಸ್ವಲ್ಪ ಭಾಗ ಅತಿಕ್ರಮಣಕ್ಕೆ ಒಳಗಾಗಿದೆ. ಹಲವು ರಾಜ್ಯಗಳಲ್ಲಿ ಅಕ್ರಮ ಒತ್ತುವರಿ ಪ್ರಕರಣಗಳು ಪತ್ತೆಯಾಗಿವೆ. ಇವುಗಳ ತೆರವಿಗಾಗಿ ರಾಜ್ಯ ಸರ್ಕಾರಗಳ ಸಹಕಾರ ಕೋರಲಾಗಿದೆ. ಸುಮಾರು ಶೇ. 0.02ರಷ್ಟು ರೈಲ್ವೆ ಭೂಮಿಯು ಅತಿಕ್ರಮಣಕ್ಕೆ ಒಳಗಾಗಿದೆ. ಅತಿಕ್ರಮಣ ತೆರವು ಕಾರ್ಯಾಚರಣೆ ನಿರಂತರವಾಗಿ ನಡೆಯುತ್ತಿದೆ. ಈ ಭೂಮಿಯನ್ನು ಮೂಲಸೌಕರ್ಯ ಅಭಿವೃದ್ಧಿಗೆ ಬಳಸುವ ಯೋಜನೆ ಇದೆ ಎಂದು ಸಚಿವರು ತಿಳಿಸಿದರು. [724, 802, 882, 928]
right-top-body4: ಆಫ್ರಿಕಾ ಸೇರಿದಂತೆ ಅಭಿವೃದ್ಧಿಶೀಲ ರಾಷ್ಟ್ರಗಳಲ್ಲಿ ಈ ಸಮಸ್ಯೆ ಗಂಭೀರವಾಗಿದೆ. ಮಧ್ಯಪ್ರಾಚ್ಯ ಪ್ರದೇಶದಿಂದ ರಸಗೊಬ್ಬರ ಪೂರೈಕೆ ಕಡಿಮೆಯಾದ ಕಾರಣ ಬೆಲೆ ಹೆಚ್ಚಾಗಿದೆ. ಸಣ್ಣ ರೈತರು ದುಬಾರಿ ಗೊಬ್ಬರ ಖರೀದಿಸಲು ಸಾಧ್ಯವಾಗದೆ ಕೃಷಿ ಕೈಬಿಡುವ ಪರಿಸ್ಥಿತಿ ಎದುರಾಗಿದೆ. ಸುಮಾರು 4% ರಷ್ಟು ಆಹಾರ ಉತ್ಪಾದನೆ ಕುಸಿಯುವ ಸಾಧ್ಯತೆ ಇದೆ ಎಂದು ಅಂದಾಜಿಸಲಾಗಿದೆ. [621, 683, 875, 724]
ayodhya-col3-body2: ರಾಮನವಮಿ ಉತ್ಸವದ ಪ್ರಮುಖ ಆಕರ್ಷಣೆಯಾಗಿರುವ ಸೂರ್ಯತಿಲಕವನ್ನು ದೂರದರ್ಶನ ಮತ್ತು ಸಾಮಾಜಿಕ ಮಾಧ್ಯಮಗಳ ಮೂಲಕ ಕೋಟ್ಯಂತರ ಜನರು ವೀಕ್ಷಿಸಿದರು. ಭಕ್ತರು ಜೈ ಶ್ರೀರಾಮ್ ಘೋಷಣೆ ಕೂಗಿ ಸಂಭ್ರಮಿಸಿದರು. [696, 1276, 882, 1317]
top-headline-line-1: ಸ್ಪಷ್ಟತೆ ಇಲ್ಲದ ಮಾತುಕತೆ, [283, 292, 531, 327]
news2-dateline: ವಾಷಿಂಗ್ಟನ್: [32, 1132, 63, 1141]
masthead [0, 0, 900, 86]
idol-face [253, 1184, 301, 1244]
top-story-col-3 [476, 380, 606, 602]
committee-body2: ಈ ಮಧ್ಯೆ, ದೇಶದಲ್ಲಿ ಇಂಧನ ದಾಸ್ತಾನು ಸಾಕಷ್ಟಿದೆ ಎಂದು ಪೆಟ್ರೋಲಿಯಂ ಸಚಿವಾಲಯ ತಿಳಿಸಿದೆ. ಜನರು ಆತಂಕಕ್ಕೊಳಗಾಗಿ ಇಂಧನ ಸಂಗ್ರಹಿಸದಂತೆ ಮನವಿ ಮಾಡಿದೆ. [212, 712, 400, 743]
news2-body-wrap [32, 1132, 186, 1252]
s4-dateline: ಹೊಸದಿಲ್ಲಿ: [32, 447, 60, 456]
ayodhya-headline: ಅಭಿಜಿತ್ ಮುಹೂರ್ತದಲ್ಲಿ ರಾಮನಿಗೆ ಸೂರ್ಯತಿಲಕ [366, 1127, 676, 1149]
right-top-body2-text: ಹಾರ್ಮುಜ್ ಜಲಸಂಧಿ ಮೂಲಕ ಜಾಗತಿಕ ತೈಲ ಸಾಗಣೆಯ ಸುಮಾರು 20% ಮತ್ತು ರಸಗೊಬ್ಬರದ ಪ್ರಮುಖ ಭಾಗ ಸಾಗುತ್ತದೆ. ಯೂರಿಯಾ, ಅಮೋನಿಯಾ ಸೇರಿದಂತೆ ಹಲವು ರಸಗೊಬ್ಬರಗಳ ಬೆಲೆ ಏರಿಕೆಯಾಗಿದೆ. ಇದರಿಂದ ಆಹಾರ ಧಾನ್ಯಗಳ ಉತ್ಪಾದನೆ ಕುಸಿದು, ಮುಂಬರುವ ತಿಂಗಳುಗಳಲ್ಲಿ ಆಹಾರ ಬೆಲೆಗಳಲ್ಲಿ ಏರುಪೇರು ಕಾಣಿಸುವ ಸಾಧ್ಯತೆ ಇದೆ ಎಂದು ತಜ್ಞರು ಹೇಳಿದ್ದಾರೆ. ಇಥಿಯೋಪಿಯಾ ಸೇರಿದಂತೆ ಹಲವು ದೇಶಗಳ ರೈತರು ಗೊಬ್ಬರದ ಕೊರತೆ ಎದುರಿಸುತ್ತಿದ್ದಾರೆ. ಯುದ್ಧವು ಮುಂದುವರಿದರೆ ಆಹಾರ ಭದ್ರತೆಗೆ ಭಾರೀ ಅಪಾಯವಿದೆ. [621, 267, 875, 329]
s4-box [28, 426, 204, 616]
